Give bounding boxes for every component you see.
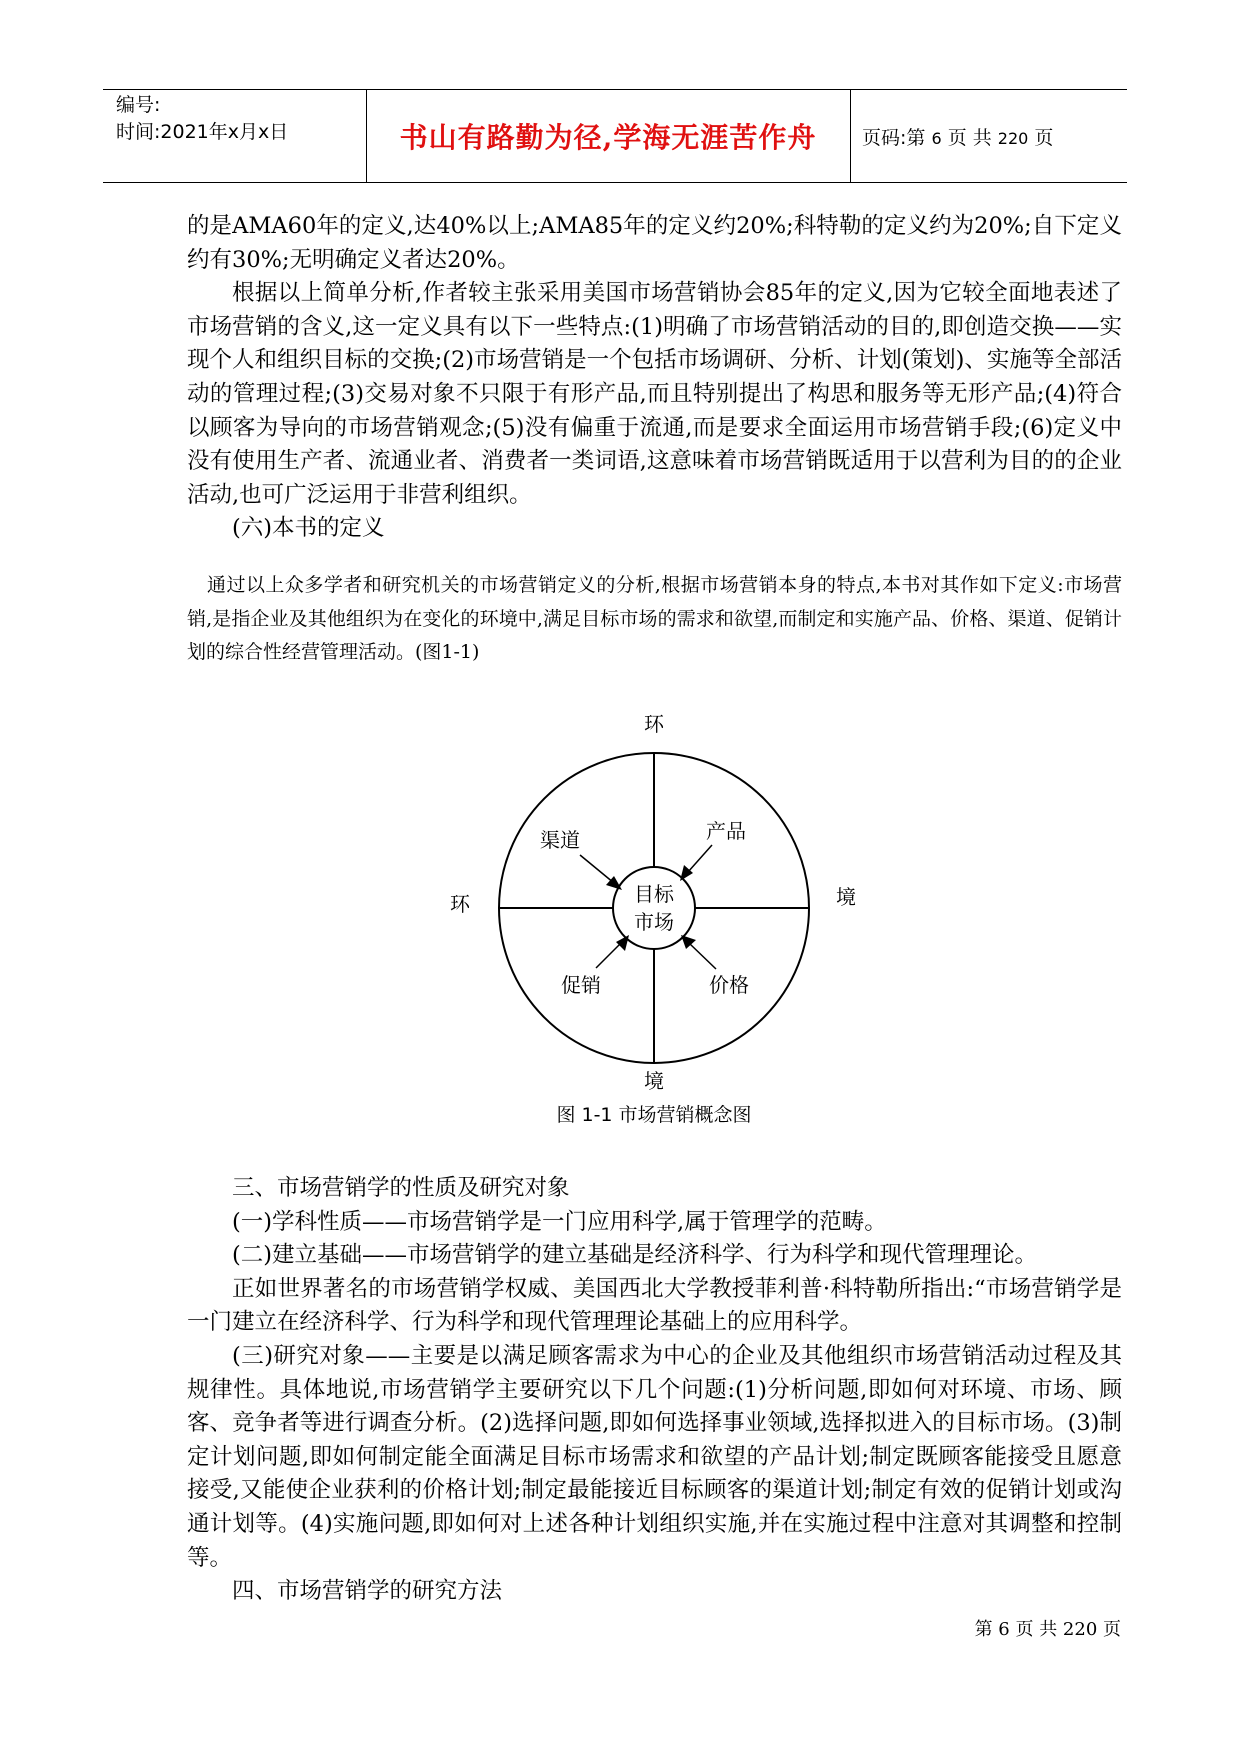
body-upper (187, 210, 1122, 546)
page-total: 220 (997, 129, 1029, 148)
paragraph: (二)建立基础——市场营销学的建立基础是经济科学、行为科学和现代管理理论。 (232, 1242, 1038, 1269)
definition-paragraph (187, 569, 1122, 670)
paragraph: 通过以上众多学者和研究机关的市场营销定义的分析,根据市场营销本身的特点,本书对其作如下定义:市场营销,是指企业及其他组织为在变化的环境中,满足目标市场的需求和欲望,而制定和实施产品、价格、渠道、促销计划的综合性经营管理活动。(图1-1) (187, 574, 1122, 663)
env-label-left: 环 (450, 892, 470, 916)
marketing-concept-diagram (420, 695, 880, 1155)
paragraph: (一)学科性质——市场营销学是一门应用科学,属于管理学的范畴。 (232, 1208, 887, 1235)
quadrant-label-channel: 渠道 (540, 828, 580, 852)
header-page-indicator (862, 123, 1053, 150)
doc-time-label: 时间:2021年x月x日 (116, 121, 289, 143)
section-heading: 四、市场营销学的研究方法 (232, 1578, 503, 1605)
arrowhead-promotion (616, 935, 629, 951)
page-number: 6 (931, 129, 942, 148)
paragraph: 正如世界著名的市场营销学权威、美国西北大学教授菲利普·科特勒所指出:“市场营销学是一门建立在经济科学、行为科学和现代管理理论基础上的应用科学。 (187, 1275, 1122, 1336)
section-heading: (六)本书的定义 (232, 515, 385, 542)
paragraph: 根据以上简单分析,作者较主张采用美国市场营销协会85年的定义,因为它较全面地表述了市场营销的含义,这一定义具有以下一些特点:(1)明确了市场营销活动的目的,即创造交换——实现个人和组织目标的交换;(2)市场营销是一个包括市场调研、分析、计划(策划)、实施等全部活动的管理过程;(3)交易对象不只限于有形产品,而且特别提出了构思和服务等无形产品;(4)符合以顾客为导向的市场营销观念;(5)没有偏重于流通,而是要求全面运用市场营销手段;(6)定义中没有使用生产者、流通业者、消费者一类词语,这意味着市场营销既适用于以营利为目的的企业活动,也可广泛运用于非营利组织。 (187, 280, 1122, 508)
arrow-promotion (596, 943, 621, 968)
header-top-rule (103, 89, 1127, 90)
page-mid: 页 共 (947, 127, 992, 149)
env-label-top: 环 (644, 712, 664, 736)
header-divider-right (850, 90, 851, 182)
arrow-channel (580, 855, 614, 883)
paragraph: (三)研究对象——主要是以满足顾客需求为中心的企业及其他组织市场营销活动过程及其规律性。具体地说,市场营销学主要研究以下几个问题:(1)分析问题,即如何对环境、市场、顾客、竞争者等进行调查分析。(2)选择问题,即如何选择事业领域,选择拟进入的目标市场。(3)制定计划问题,即如何制定能全面满足目标市场需求和欲望的产品计划;制定既顾客能接受且愿意接受,又能使企业获利的价格计划;制定最能接近目标顾客的渠道计划;制定有效的促销计划或沟通计划等。(4)实施问题,即如何对上述各种计划组织实施,并在实施过程中注意对其调整和控制等。 (187, 1342, 1122, 1571)
env-label-right: 境 (836, 885, 856, 909)
env-label-bottom: 境 (644, 1069, 664, 1093)
arrow-price (690, 944, 716, 969)
quadrant-label-price: 价格 (709, 973, 749, 997)
header-bottom-rule (103, 182, 1127, 183)
header-motto: 书山有路勤为径,学海无涯苦作舟 (399, 121, 817, 154)
page-suffix: 页 (1034, 127, 1054, 149)
header-meta (116, 92, 288, 146)
center-label-line2: 市场 (634, 910, 674, 934)
center-label-line1: 目标 (634, 882, 674, 906)
page-prefix: 页码:第 (862, 127, 926, 149)
section-heading: 三、市场营销学的性质及研究对象 (232, 1175, 570, 1201)
quadrant-label-product: 产品 (706, 819, 746, 843)
quadrant-label-promotion: 促销 (561, 973, 601, 997)
figure-caption: 图 1-1 市场营销概念图 (556, 1104, 752, 1126)
arrow-product (688, 845, 712, 872)
page-footer: 第 6 页 共 220 页 (974, 1619, 1121, 1640)
body-lower (187, 1172, 1122, 1609)
arrowhead-product (680, 865, 693, 881)
doc-number-label: 编号: (116, 94, 161, 116)
paragraph: 的是AMA60年的定义,达40%以上;AMA85年的定义约20%;科特勒的定义约为20%;自下定义约有30%;无明确定义者达20%。 (187, 213, 1122, 273)
